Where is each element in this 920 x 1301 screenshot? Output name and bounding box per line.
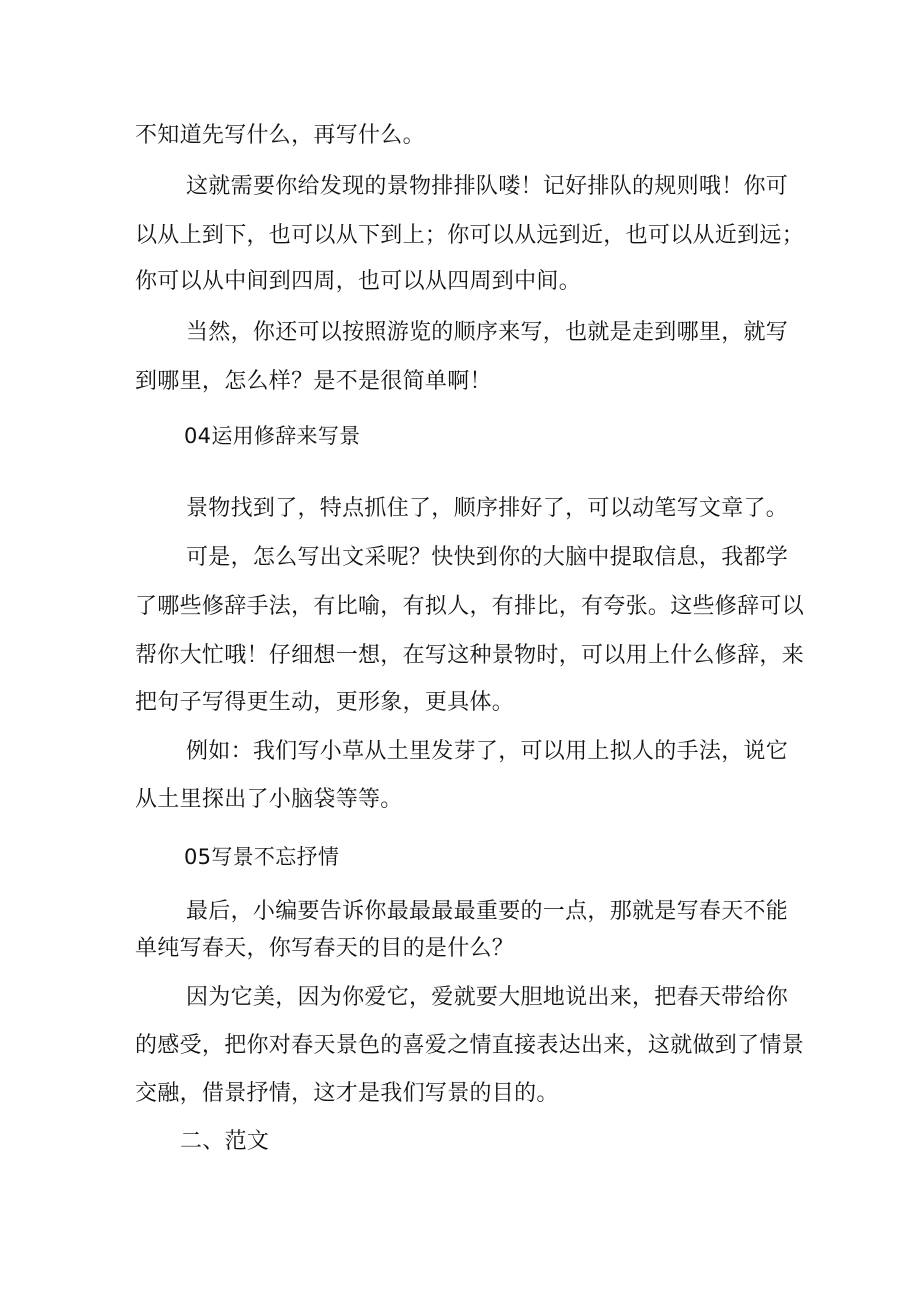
paragraph-line: 以从上到下，也可以从下到上；你可以从远到近，也可以从近到远； [135, 223, 805, 248]
paragraph-line: 因为它美，因为你爱它，爱就要大胆地说出来，把春天带给你 [186, 985, 789, 1010]
paragraph-line: 交融，借景抒情，这才是我们写景的目的。 [135, 1081, 559, 1106]
paragraph-line: 把句子写得更生动，更形象，更具体。 [135, 690, 515, 715]
section-heading: 05写景不忘抒情 [184, 845, 340, 869]
paragraph-line: 帮你大忙哦！仔细想一想，在写这种景物时，可以用上什么修辞，来 [135, 643, 805, 668]
paragraph-line: 可是，怎么写出文采呢？快快到你的大脑中提取信息，我都学 [186, 545, 789, 570]
paragraph-line: 最后，小编要告诉你最最最最重要的一点，那就是写春天不能 [186, 899, 789, 924]
paragraph-line: 例如：我们写小草从土里发芽了，可以用上拟人的手法，说它 [186, 739, 789, 764]
paragraph-line: 了哪些修辞手法，有比喻，有拟人，有排比，有夸张。这些修辞可以 [135, 594, 805, 619]
paragraph-line: 这就需要你给发现的景物排排队喽！记好排队的规则哦！你可 [186, 174, 789, 199]
section-heading: 04运用修辞来写景 [184, 424, 361, 448]
section-title: 二、范文 [180, 1129, 270, 1154]
paragraph-line: 你可以从中间到四周，也可以从四周到中间。 [135, 269, 582, 294]
paragraph-line: 到哪里，怎么样？是不是很简单啊！ [135, 369, 492, 394]
paragraph-line: 从土里探出了小脑袋等等。 [135, 787, 403, 812]
paragraph-line: 单纯写春天，你写春天的目的是什么？ [135, 936, 515, 961]
paragraph-line: 不知道先写什么，再写什么。 [135, 123, 425, 148]
paragraph-line: 的感受，把你对春天景色的喜爱之情直接表达出来，这就做到了情景 [135, 1033, 805, 1058]
paragraph-line: 当然，你还可以按照游览的顺序来写，也就是走到哪里，就写 [186, 320, 789, 345]
paragraph-line: 景物找到了，特点抓住了，顺序排好了，可以动笔写文章了。 [186, 496, 789, 521]
